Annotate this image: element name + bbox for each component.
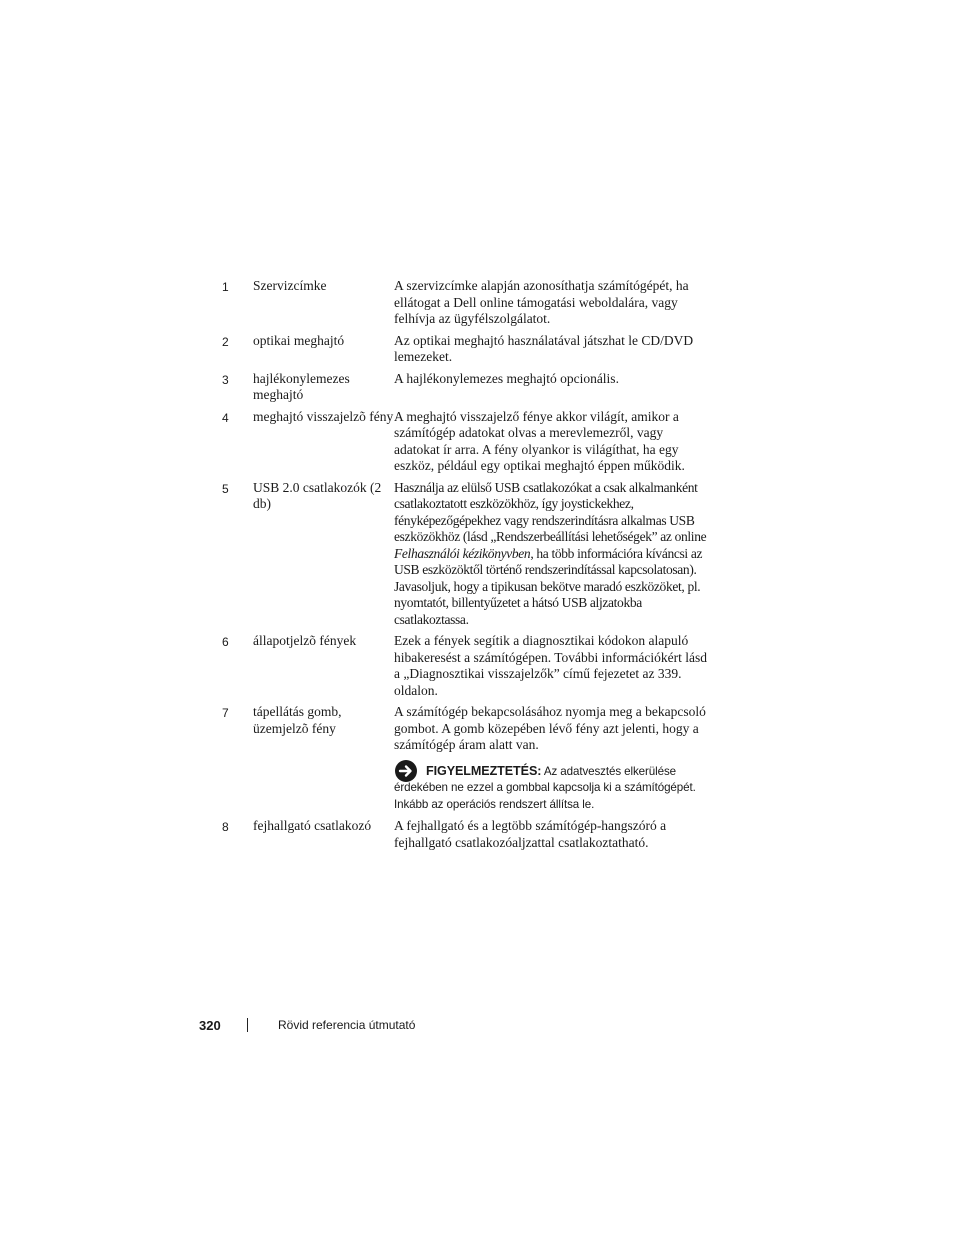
item-name: tápellátás gomb, üzemjelzõ fény [253,704,342,736]
item-name: állapotjelzõ fények [253,633,357,648]
item-description-block [394,704,712,813]
item-number: 6 [222,635,229,649]
item-name: hajlékonylemezes meghajtó [253,370,350,402]
component-table [222,278,722,856]
item-name: fejhallgató csatlakozó [253,818,372,833]
table-row [222,704,722,813]
footer-title: Rövid referencia útmutató [278,1018,416,1032]
item-description: A fejhallgató és a legtöbb számítógép-hangszóró a fejhallgató csatlakozóaljzattal csatlakoztatható. [394,818,667,850]
item-description: A szervizcímke alapján azonosíthatja számítógépét, ha ellátogat a Dell online támogatási weboldalára, vagy felhívja az ügyfélszolgálatot. [394,278,689,326]
item-number: 7 [222,706,229,720]
table-row [222,633,722,699]
item-number: 4 [222,410,229,425]
item-description: Az optikai meghajtó használatával játszhat le CD/DVD lemezeket. [394,332,694,364]
item-description: A hajlékonylemezes meghajtó opcionális. [394,370,619,386]
warning-notice [394,763,712,814]
table-row [222,818,722,851]
item-description [394,480,712,629]
item-number: 5 [222,481,229,496]
warning-title: FIGYELMEZTETÉS: [426,763,542,778]
description-text: Használja az elülső USB csatlakozókat a csak alkalmanként csatlakoztatott eszközökhöz, így joystickekhez, fényképezőgépekhez vagy rendszerindításra alkalmas USB eszközökhöz (lásd „Rendszerbeállítási lehetőségek” az online [394,479,707,544]
page-number: 320 [199,1017,221,1033]
item-number: 2 [222,334,229,349]
item-description: A meghajtó visszajelző fénye akkor világít, amikor a számítógép adatokat olvas a merevlemezről, vagy adatokat ír arra. A fény olyankor is világíthat, ha egy eszköz, például egy optikai meghajtó éppen működik. [394,408,685,473]
item-description: A számítógép bekapcsolásához nyomja meg a bekapcsoló gombot. A gomb közepében lévő fény azt jelenti, hogy a számítógép áram alatt van. [394,704,706,752]
item-description: Ezek a fények segítik a diagnosztikai kódokon alapuló hibakeresést a számítógépen. További információkért lásd a „Diagnosztikai visszajelzők” című fejezetet az 339. oldalon. [394,633,707,698]
warning-body: Az adatvesztés elkerülése érdekében ne ezzel a gombbal kapcsolja ki a számítógépét. Inkább az operációs rendszert állítsa le. [394,764,696,811]
table-row [222,480,722,629]
item-name: Szervizcímke [253,278,327,293]
warning-text [394,763,712,814]
item-name: meghajtó visszajelzõ fény [253,408,394,424]
description-text: , ha több információra kíváncsi az USB eszközöktől történő rendszerindítással kapcsolatosan). Javasoljuk, hogy a tipikusan bekötve maradó eszközöket, pl. nyomtatót, billentyűzetet a hátsó USB aljzatokba csatlakoztassa. [394,545,703,627]
table-row [222,409,722,475]
footer-divider [247,1018,248,1032]
item-number: 1 [222,280,229,294]
table-row [222,278,722,328]
item-name: optikai meghajtó [253,332,345,348]
item-number: 3 [222,372,229,387]
item-name: USB 2.0 csatlakozók (2 db) [253,479,382,511]
item-number: 8 [222,820,229,834]
page-footer [199,1015,415,1035]
table-row [222,371,722,404]
table-row [222,333,722,366]
manual-title: Felhasználói kézikönyvben [394,545,531,561]
